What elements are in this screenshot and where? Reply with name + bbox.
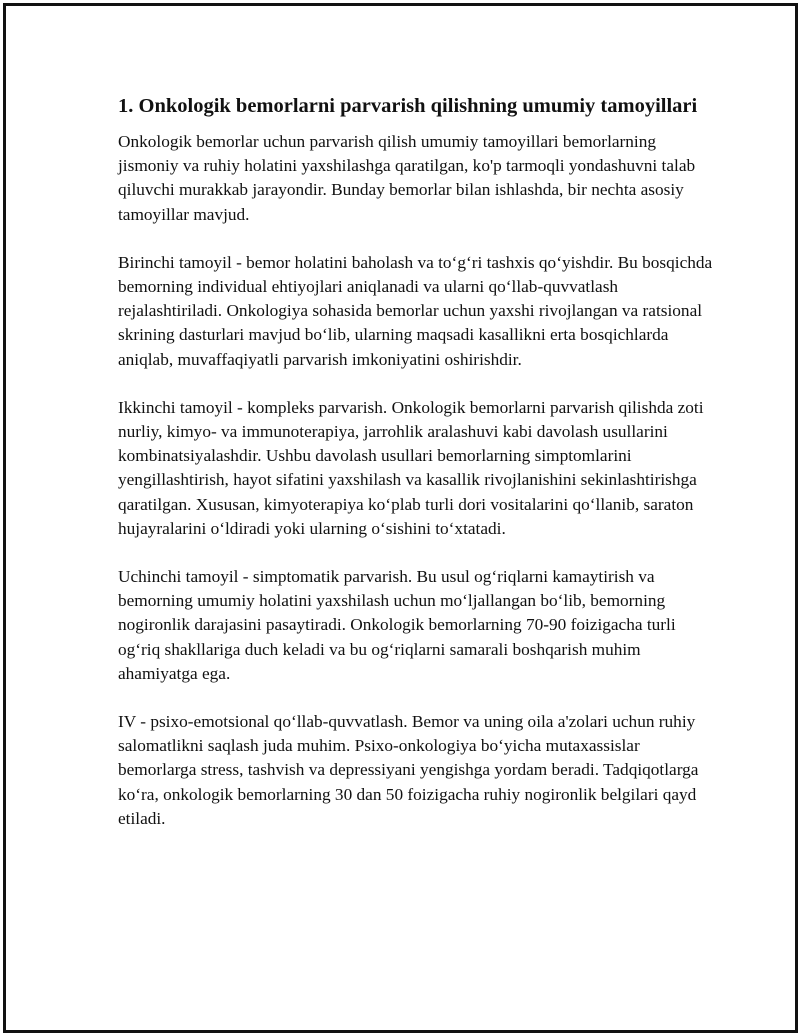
paragraph-second-principle: Ikkinchi tamoyil - kompleks parvarish. Onkologik bemorlarni parvarish qilishda zoti nurliy, kimyo- va immunoterapiya, jarrohlik aralashuvi kabi davolash usullarini kombinatsiyalashdir. Ushbu davolash usullari bemorlarning simptomlarini yengillashtirish, hayot sifatini yaxshilash va kasallik rivojlanishini sekinlashtirishga qaratilgan. Xususan, kimyoterapiya ko‘plab turli dori vositalarini qo‘llanib, saraton hujayralarini o‘ldiradi yoki ularning o‘sishini to‘xtatadi. — [118, 397, 704, 538]
paragraph-first-principle: Birinchi tamoyil - bemor holatini baholash va to‘g‘ri tashxis qo‘yishdir. Bu bosqichda bemorning individual ehtiyojlari aniqlanadi va ularni qo‘llab-quvvatlash rejalashtiriladi. Onkologiya sohasida bemorlar uchun yaxshi rivojlangan va ratsional skrining dasturlari mavjud bo‘lib, ularning maqsadi kasallikni erta bosqichlarda aniqlab, muvaffaqiyatli parvarish imkoniyatini oshirishdir. — [118, 252, 713, 369]
paragraph-third-principle: Uchinchi tamoyil - simptomatik parvarish. Bu usul og‘riqlarni kamaytirish va bemorning umumiy holatini yaxshilash uchun mo‘ljallangan bo‘lib, bemorning nogironlik darajasini pasaytiradi. Onkologik bemorlarning 70-90 foizigacha turli og‘riq shakllariga duch keladi va bu og‘riqlarni samarali boshqarish muhim ahamiyatga ega. — [118, 567, 676, 683]
document-body — [118, 93, 718, 855]
section-heading: 1. Onkologik bemorlarni parvarish qilishning umumiy tamoyillari — [118, 95, 698, 117]
paragraph-intro: Onkologik bemorlar uchun parvarish qilish umumiy tamoyillari bemorlarning jismoniy va ruhiy holatini yaxshilashga qaratilgan, ko'p tarmoqli yondashuvni talab qiluvchi murakkab jarayondir. Bunday bemorlar bilan ishlashda, bir nechta asosiy tamoyillar mavjud. — [118, 132, 696, 224]
paragraph-fourth-principle: IV - psixo-emotsional qo‘llab-quvvatlash. Bemor va uning oila a'zolari uchun ruhiy salomatlikni saqlash juda muhim. Psixo-onkologiya bo‘yicha mutaxassislar bemorlarga stress, tashvish va depressiyani yengishga yordam beradi. Tadqiqotlarga ko‘ra, onkologik bemorlarning 30 dan 50 foizigacha ruhiy nogironlik belgilari qayd etiladi. — [118, 712, 699, 828]
